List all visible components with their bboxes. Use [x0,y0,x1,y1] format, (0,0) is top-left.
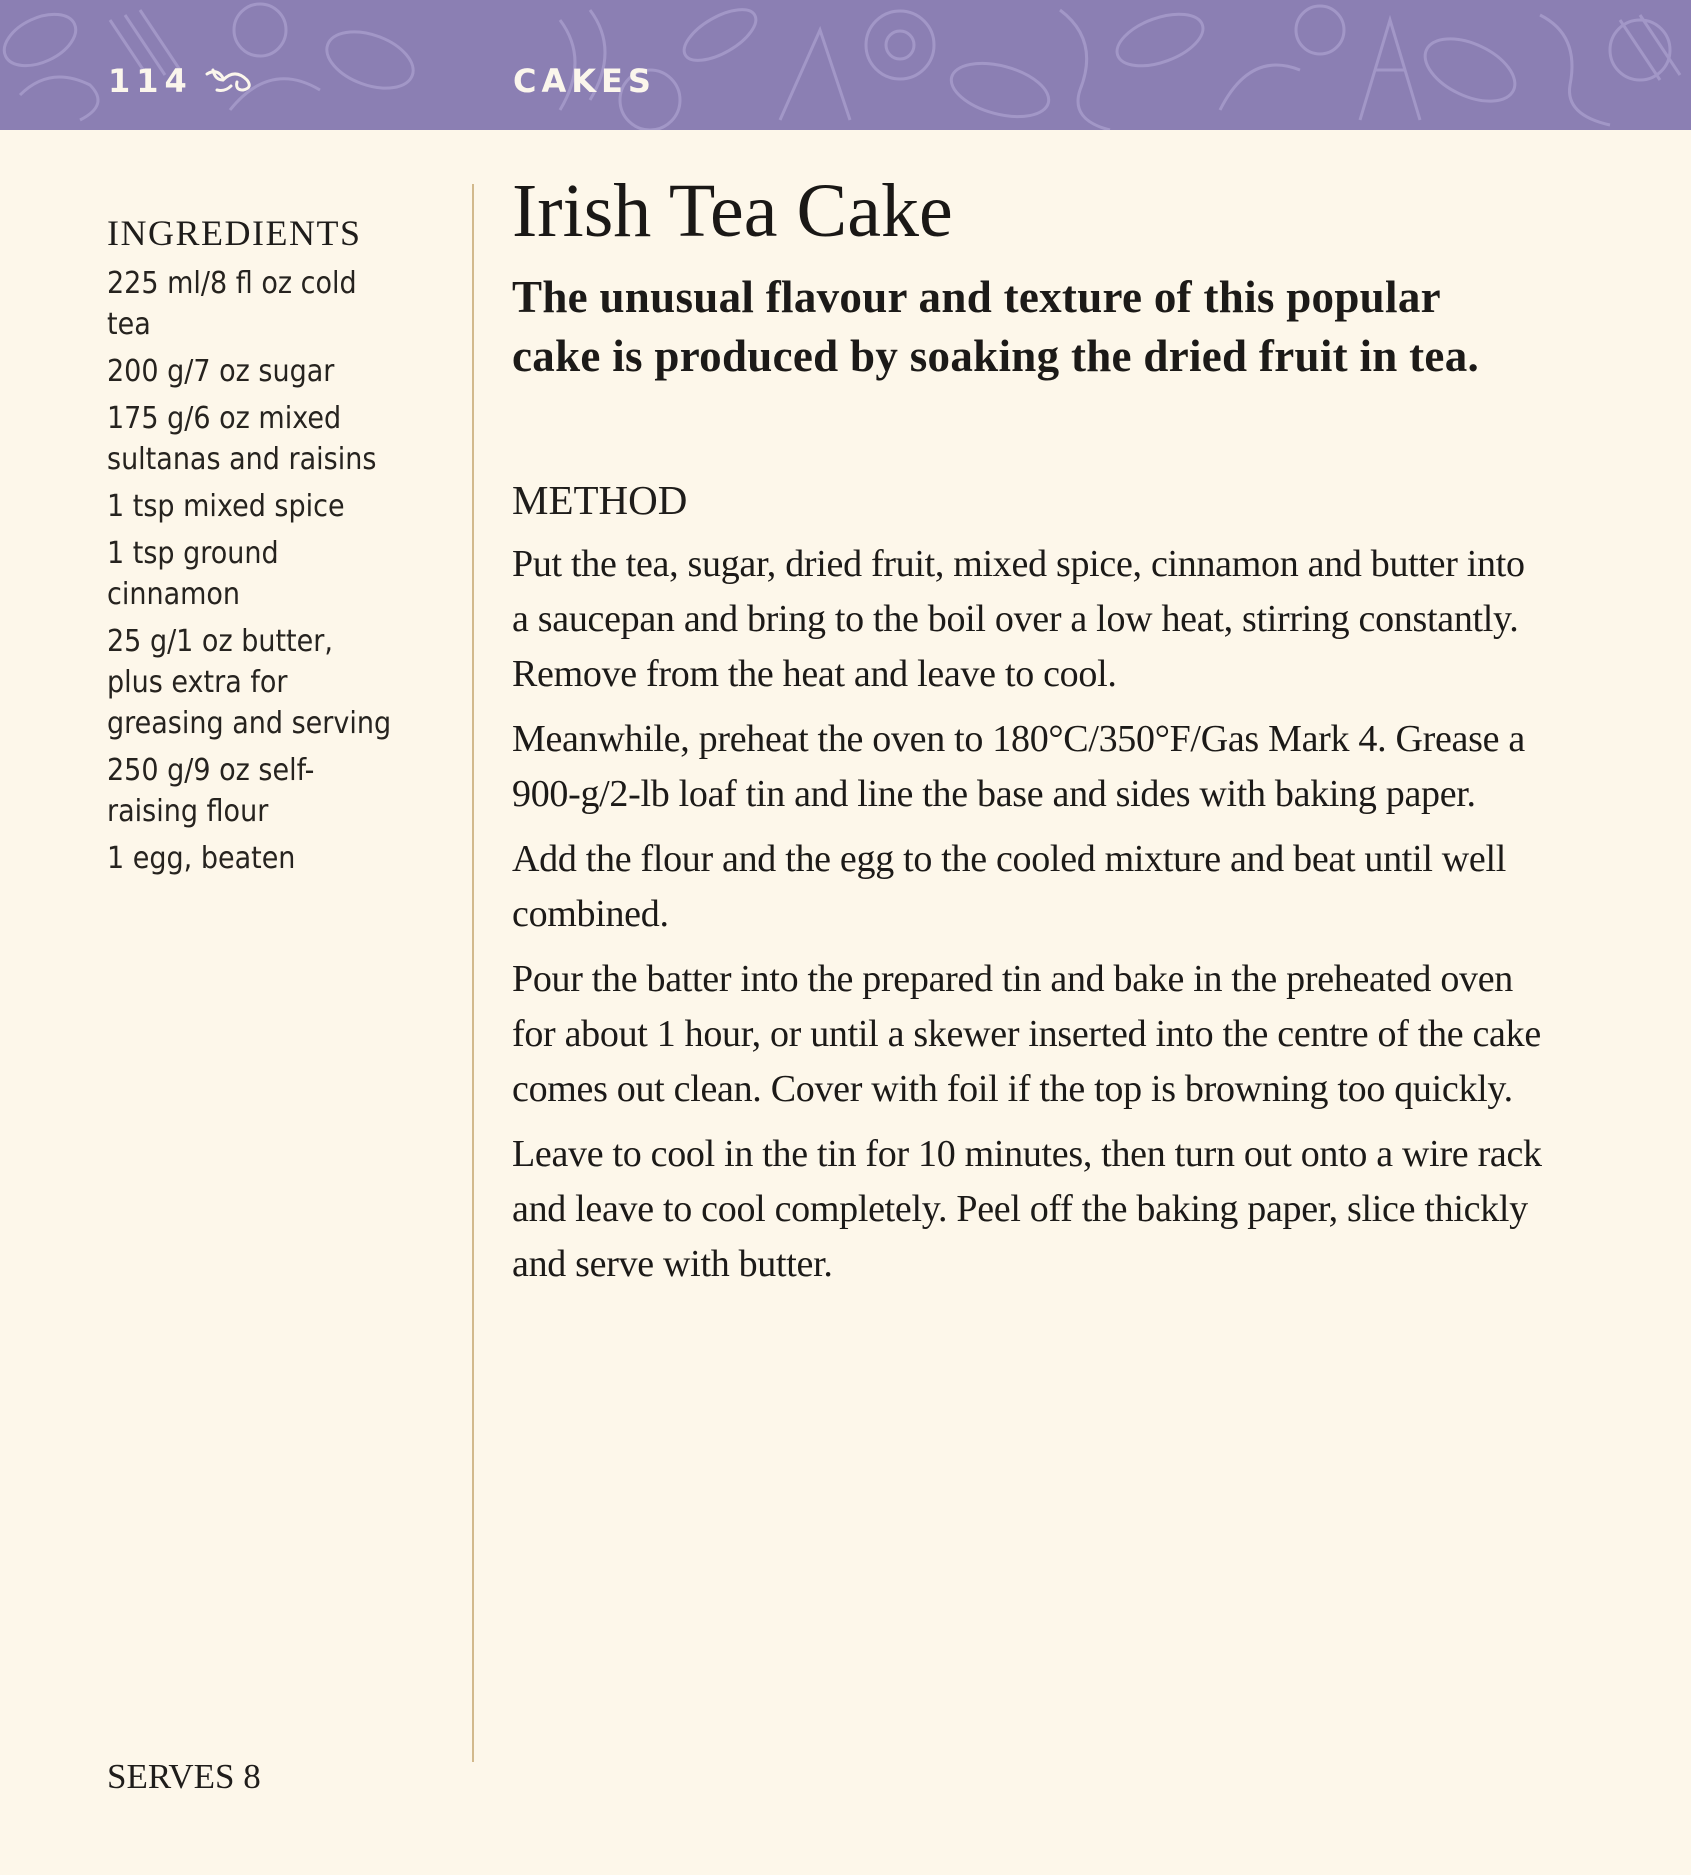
page-number: 114 [108,62,193,100]
ingredients-list [107,263,395,885]
ingredient-item: 250 g/9 oz self-raising flour [107,753,315,829]
serves-label: SERVES 8 [107,1757,261,1796]
baking-pattern-icon [0,0,1691,130]
method-step: Pour the batter into the prepared tin and bake in the preheated oven for about 1 hour, or until a skewer inserted into the centre of the cake comes out clean. Cover with foil if the top is browning too quickly. [512,958,1541,1110]
ingredient-item: 200 g/7 oz sugar [107,354,335,389]
leaf-flourish-icon [205,66,257,94]
ingredient-item: 25 g/1 oz butter, plus extra for greasing and serving [107,624,392,741]
ingredients-heading: INGREDIENTS [107,213,362,253]
method-step: Add the flour and the egg to the cooled mixture and beat until well combined. [512,838,1507,935]
ingredient-item: 175 g/6 oz mixed sultanas and raisins [107,401,377,477]
method-step: Put the tea, sugar, dried fruit, mixed spice, cinnamon and butter into a saucepan and bring to the boil over a low heat, stirring constantly. Remove from the heat and leave to cool. [512,543,1525,695]
method-steps [512,537,1542,1302]
ingredient-item: 1 tsp ground cinnamon [107,536,279,612]
ingredient-item: 1 egg, beaten [107,841,296,876]
recipe-title: Irish Tea Cake [512,169,953,253]
method-heading: METHOD [512,477,688,523]
method-step: Leave to cool in the tin for 10 minutes, then turn out onto a wire rack and leave to cool completely. Peel off the baking paper, slice thickly and serve with butter. [512,1133,1542,1285]
recipe-intro: The unusual flavour and texture of this popular cake is produced by soaking the dried fruit in tea. [512,272,1480,381]
column-divider [472,184,474,1762]
section-title: CAKES [513,62,656,100]
ingredient-item: 225 ml/8 fl oz cold tea [107,266,357,342]
method-step: Meanwhile, preheat the oven to 180°C/350°F/Gas Mark 4. Grease a 900-g/2-lb loaf tin and line the base and sides with baking paper. [512,718,1525,815]
page-header [0,0,1691,130]
ingredient-item: 1 tsp mixed spice [107,489,345,524]
